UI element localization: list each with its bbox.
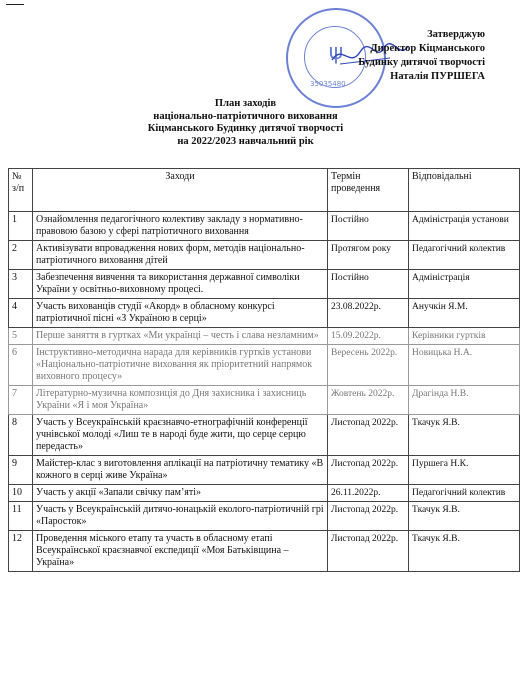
row-event: Проведення міського етапу та участь в обласному етапі Всеукраїнської краєзнавчої експедиції «Моя Батьківщина – Україна»	[33, 531, 328, 572]
row-responsible: Ткачук Я.В.	[409, 415, 520, 456]
table-row	[9, 485, 520, 502]
row-term: Жовтень 2022р.	[328, 386, 409, 415]
row-responsible: Адміністрація установи	[409, 212, 520, 241]
stamp-code: 35035480	[310, 80, 346, 88]
row-number: 9	[9, 456, 33, 485]
header-number: № з/п	[9, 169, 33, 212]
row-number: 5	[9, 328, 33, 345]
row-event: Перше заняття в гуртках «Ми українці – честь і слава незламним»	[33, 328, 328, 345]
title-line-3: Кіцманського Будинку дитячої творчості	[147, 123, 344, 134]
row-event: Участь у акції «Запали свічку пам’яті»	[33, 485, 328, 502]
row-number: 11	[9, 502, 33, 531]
table-row	[9, 241, 520, 270]
table-row	[9, 531, 520, 572]
row-term: Постійно	[328, 270, 409, 299]
table-row	[9, 345, 520, 386]
table-row	[9, 328, 520, 345]
row-event: Участь у Всеукраїнській краєзнавчо-етнографічній конференції учнівської молоді «Лиш те в народі буде жити, що серце серцю передасть»	[33, 415, 328, 456]
row-number: 8	[9, 415, 33, 456]
row-number: 6	[9, 345, 33, 386]
row-event: Інструктивно-методична нарада для керівників гуртків установи «Національно-патріотичне виховання як пріоритетний напрямок виховного процесу»	[33, 345, 328, 386]
row-term: 23.08.2022р.	[328, 299, 409, 328]
row-responsible: Ткачук Я.В.	[409, 502, 520, 531]
events-table	[8, 168, 520, 572]
approval-heading: Затверджую	[427, 29, 485, 40]
approval-signatory: Наталія ПУРШЕГА	[390, 71, 485, 82]
row-number: 2	[9, 241, 33, 270]
header-events: Заходи	[33, 169, 328, 212]
header-term: Термін проведення	[328, 169, 409, 212]
row-number: 3	[9, 270, 33, 299]
row-event: Участь у Всеукраїнській дитячо-юнацькій еколого-патріотичній грі «Паросток»	[33, 502, 328, 531]
row-responsible: Керівники гуртків	[409, 328, 520, 345]
approval-position: Директор Кіцманського	[370, 43, 485, 54]
table-row	[9, 270, 520, 299]
row-term: Протягом року	[328, 241, 409, 270]
row-term: Листопад 2022р.	[328, 415, 409, 456]
row-responsible: Адміністрація	[409, 270, 520, 299]
table-row	[9, 456, 520, 485]
row-number: 10	[9, 485, 33, 502]
row-event: Літературно-музична композиція до Дня захисника і захисниць України «Я і моя Україна»	[33, 386, 328, 415]
table-row	[9, 212, 520, 241]
row-responsible: Анучкін Я.М.	[409, 299, 520, 328]
table-header-row	[9, 169, 520, 212]
approval-institution: Будинку дитячої творчості	[358, 57, 485, 68]
row-event: Участь вихованців студії «Акорд» в обласному конкурсі патріотичної пісні «З Україною в серці»	[33, 299, 328, 328]
title-line-4: на 2022/2023 навчальний рік	[177, 135, 314, 147]
header-responsible: Відповідальні	[409, 169, 520, 212]
table-row	[9, 502, 520, 531]
row-term: 15.09.2022р.	[328, 328, 409, 345]
table-row	[9, 299, 520, 328]
row-number: 4	[9, 299, 33, 328]
title-line-1: План заходів	[214, 98, 277, 109]
top-rule	[6, 4, 24, 5]
row-responsible: Пуршега Н.К.	[409, 456, 520, 485]
trident-emblem-icon: ψ	[328, 40, 344, 65]
table-row	[9, 386, 520, 415]
row-event: Майстер-клас з виготовлення аплікації на патріотичну тематику «В кожного в серці живе Україна»	[33, 456, 328, 485]
row-term: Листопад 2022р.	[328, 502, 409, 531]
row-responsible: Педагогічний колектив	[409, 485, 520, 502]
row-term: Постійно	[328, 212, 409, 241]
row-number: 12	[9, 531, 33, 572]
row-term: Листопад 2022р.	[328, 531, 409, 572]
row-term: Листопад 2022р.	[328, 456, 409, 485]
row-term: Вересень 2022р.	[328, 345, 409, 386]
row-event: Активізувати впровадження нових форм, методів національно-патріотичного виховання дітей	[33, 241, 328, 270]
title-line-2: національно-патріотичного виховання	[153, 110, 338, 122]
row-number: 1	[9, 212, 33, 241]
row-responsible: Ткачук Я.В.	[409, 531, 520, 572]
table-row	[9, 415, 520, 456]
row-event: Забезпечення вивчення та використання державної символіки України у освітньо-виховному процесі.	[33, 270, 328, 299]
approval-block	[358, 28, 485, 84]
row-term: 26.11.2022р.	[328, 485, 409, 502]
document-title	[0, 98, 491, 148]
row-number: 7	[9, 386, 33, 415]
row-responsible: Педагогічний колектив	[409, 241, 520, 270]
row-responsible: Драгінда Н.В.	[409, 386, 520, 415]
row-event: Ознайомлення педагогічного колективу закладу з нормативно-правовою базою у сфері патріотичного виховання	[33, 212, 328, 241]
row-responsible: Новицька Н.А.	[409, 345, 520, 386]
